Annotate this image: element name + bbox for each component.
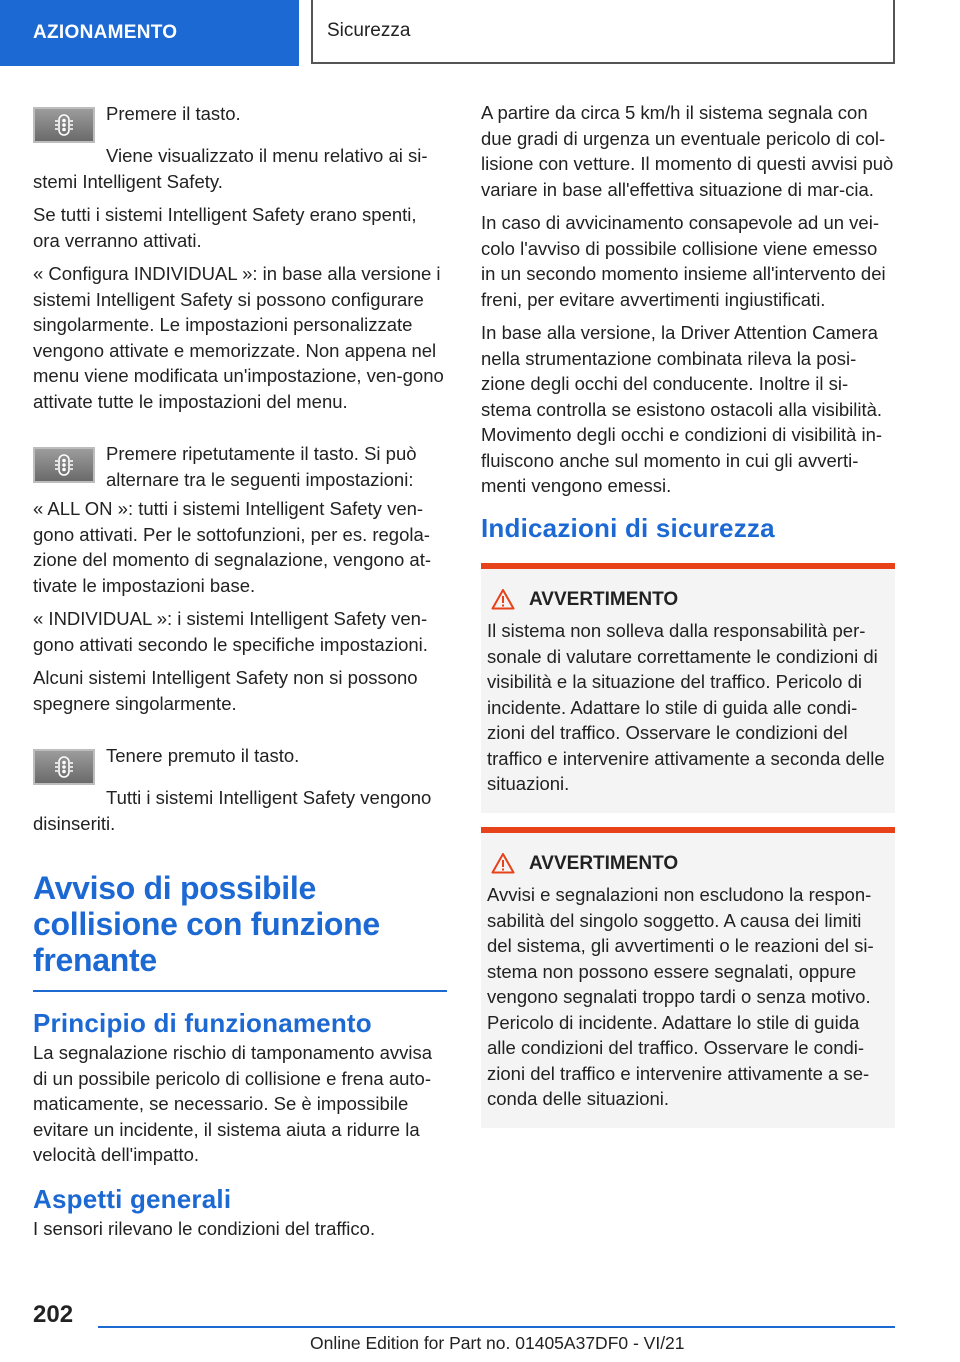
- safety-button-icon: [33, 749, 95, 785]
- footer-rule: [98, 1326, 895, 1328]
- paragraph: I sensori rilevano le condizioni del traffico.: [33, 1217, 376, 1239]
- warning-title-text: AVVERTIMENTO: [529, 588, 679, 610]
- warning-text: Avvisi e segnalazioni non escludono la respon-sabilità del singolo soggetto. A causa dei limiti del sistema, gli avvertimenti o le reazioni del si-stema non possono essere segnalati, oppure vengono segnalati troppo tardi o senza motivo. Pericolo di incidente. Adattare lo stile di guida alle condizioni del traffico. Osservare le condi-zioni del traffico e intervenire attivamente a se-conda delle situazioni.: [487, 884, 874, 1109]
- warning-box: [481, 563, 895, 813]
- paragraph: A partire da circa 5 km/h il sistema segnala con due gradi di urgenza un eventuale pericolo di col-lisione con vetture. Il momento di questi avvisi può variare in base all'effettiva situazione di mar-cia.: [481, 102, 894, 200]
- paragraph: Tutti i sistemi Intelligent Safety vengono disinseriti.: [33, 787, 432, 834]
- warning-title-text: AVVERTIMENTO: [529, 852, 679, 874]
- warning-triangle-icon: [491, 588, 515, 610]
- paragraph: « Configura INDIVIDUAL »: in base alla versione i sistemi Intelligent Safety si possono configurare singolarmente. Le impostazioni personalizzate vengono attivate e memorizzate. Non appena nel menu viene modificata un'impostazione, ven-gono attivate tutte le impostazioni del menu.: [33, 263, 444, 412]
- chapter-title: Sicurezza: [311, 0, 895, 64]
- warning-triangle-icon: [491, 852, 515, 874]
- warning-text: Il sistema non solleva dalla responsabilità per-sonale di valutare correttamente le condizioni di visibilità e la situazione del traffico. Pericolo di incidente. Adattare lo stile di guida alle condi-zioni del traffico. Osservare le condizioni del traffico e intervenire attivamente a seconda delle situazioni.: [487, 620, 885, 794]
- right-column: [481, 100, 895, 1128]
- page-header: [0, 0, 960, 66]
- instruction-hold: [33, 742, 447, 785]
- warning-box: [481, 827, 895, 1128]
- instruction-press-repeat: [33, 440, 447, 492]
- instruction-text: Premere il tasto.: [106, 103, 241, 124]
- subsection-heading-safety: Indicazioni di sicurezza: [481, 512, 775, 543]
- paragraph: In base alla versione, la Driver Attention Camera nella strumentazione combinata rileva la posi-zione degli occhi del conducente. Inoltre il si-stema controlla se esistono ostacoli alla visibilità. Movimento degli occhi e condizioni di visibilità in-fluiscono anche sul momento in cui gli avverti-menti vengono emessi.: [481, 322, 883, 496]
- left-column: [33, 100, 447, 1249]
- subsection-heading-general: Aspetti generali: [33, 1183, 232, 1214]
- footer-edition: Online Edition for Part no. 01405A37DF0 - VI/21: [310, 1333, 685, 1353]
- instruction-press: [33, 100, 447, 143]
- safety-button-icon: [33, 107, 95, 143]
- paragraph: Viene visualizzato il menu relativo ai si-stemi Intelligent Safety.: [33, 145, 428, 192]
- section-tab[interactable]: AZIONAMENTO: [0, 0, 299, 66]
- instruction-text: Premere ripetutamente il tasto. Si può alternare tra le seguenti impostazioni:: [106, 443, 417, 490]
- paragraph: In caso di avvicinamento consapevole ad un vei-colo l'avviso di possibile collisione viene emesso in un secondo momento insieme all'intervento dei freni, per evitare avvertimenti ingiustificati.: [481, 212, 886, 310]
- instruction-text: Tenere premuto il tasto.: [106, 745, 300, 766]
- page-number: 202: [33, 1301, 74, 1328]
- paragraph: Se tutti i sistemi Intelligent Safety erano spenti, ora verranno attivati.: [33, 204, 417, 251]
- warning-title: [487, 851, 887, 877]
- paragraph: « INDIVIDUAL »: i sistemi Intelligent Safety ven-gono attivati secondo le specifiche impostazioni.: [33, 608, 428, 655]
- paragraph: Alcuni sistemi Intelligent Safety non si possono spegnere singolarmente.: [33, 667, 418, 714]
- section-heading: Avviso di possibile collisione con funzione frenante: [33, 870, 380, 978]
- safety-button-icon: [33, 447, 95, 483]
- warning-title: [487, 587, 887, 613]
- heading-rule: [33, 990, 447, 992]
- subsection-heading-principle: Principio di funzionamento: [33, 1008, 372, 1038]
- paragraph: « ALL ON »: tutti i sistemi Intelligent Safety ven-gono attivati. Per le sottofunzioni, per es. regola-zione del momento di segnalazione, vengono at-tivate le impostazioni base.: [33, 498, 432, 596]
- paragraph: La segnalazione rischio di tamponamento avvisa di un possibile pericolo di collisione e frena auto-maticamente, se necessario. Se è impossibile evitare un incidente, il sistema aiuta a ridurre la velocità dell'impatto.: [33, 1042, 433, 1165]
